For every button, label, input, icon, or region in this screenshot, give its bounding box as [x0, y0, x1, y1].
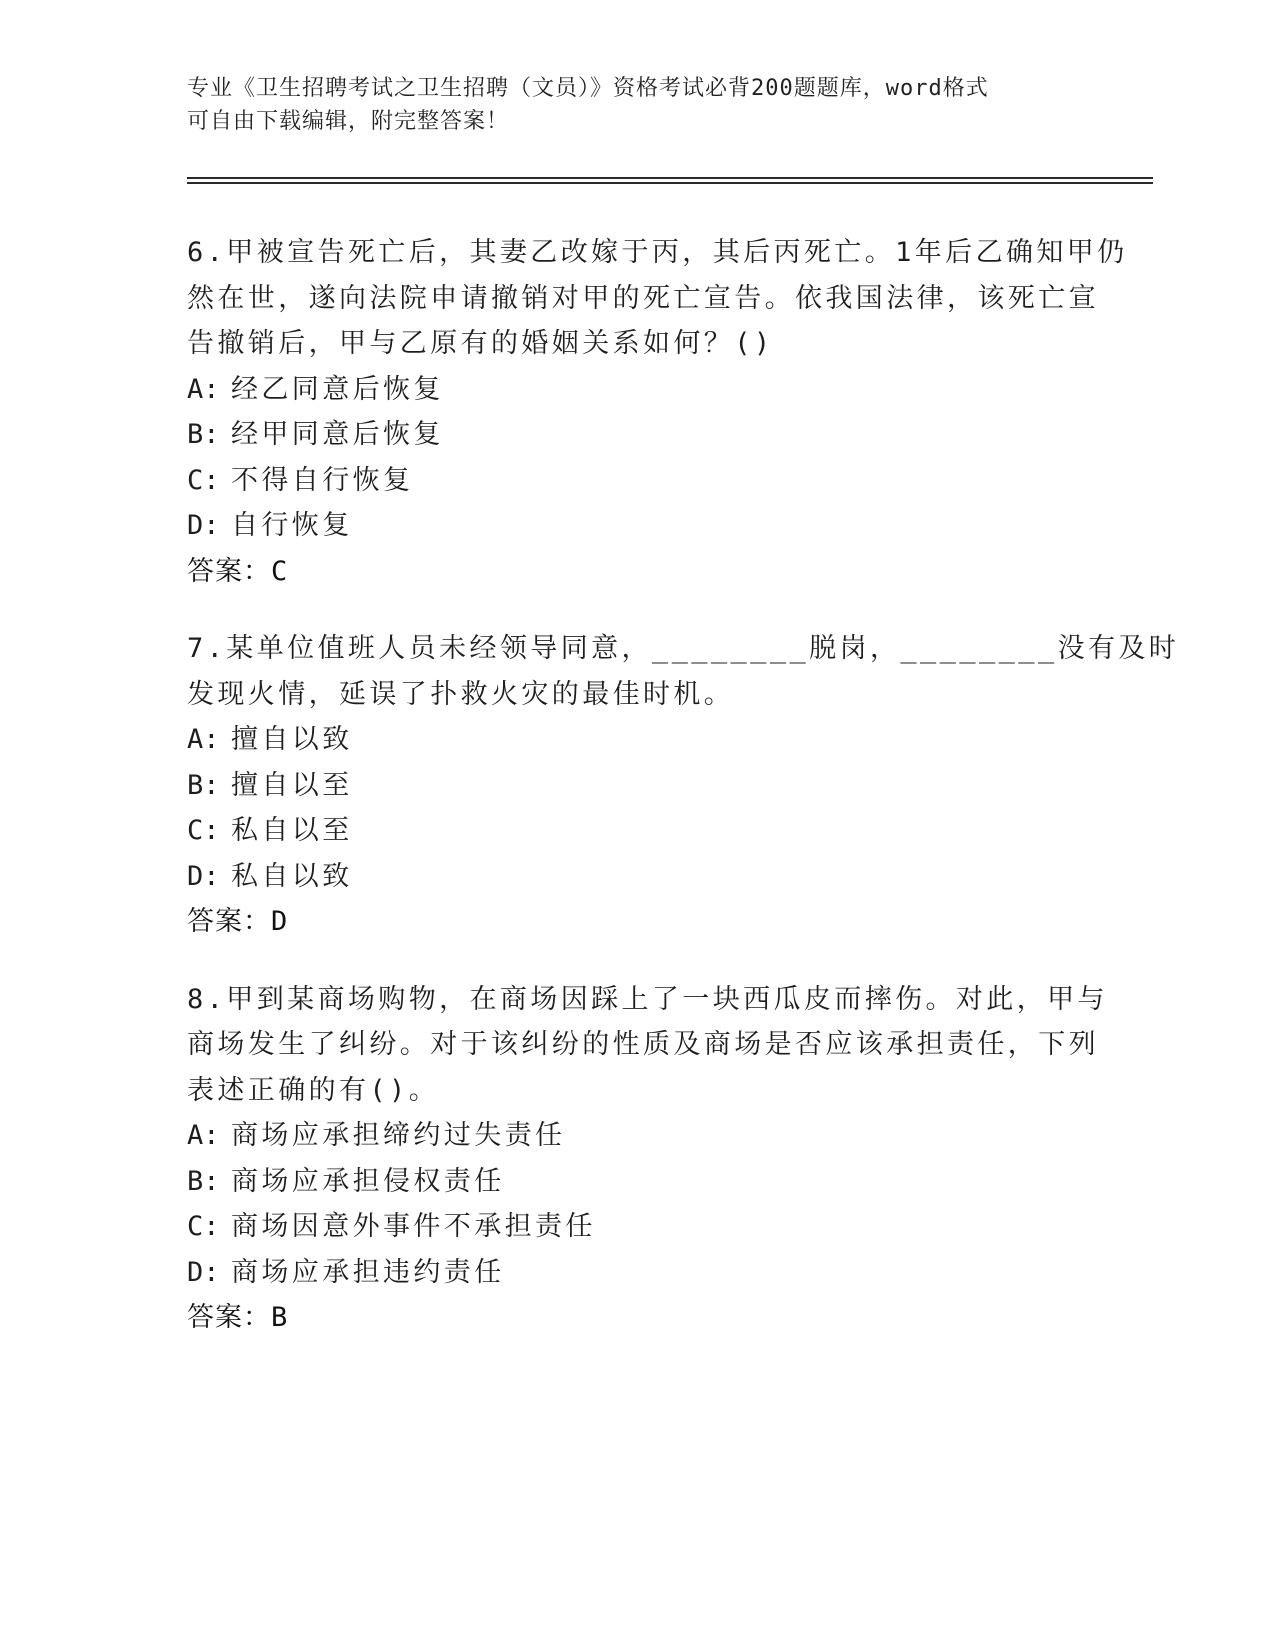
question-list: [187, 230, 1180, 1373]
option-key: B:: [187, 1165, 220, 1197]
option-key: B:: [187, 769, 220, 801]
question-item: [187, 977, 1108, 1341]
question-text-line: 7.某单位值班人员未经领导同意，________脱岗，________没有及时: [187, 633, 1180, 664]
option-c: [187, 808, 1087, 854]
option-key: D:: [187, 1256, 220, 1288]
question-text-line: 发现火情，延误了扑救火灾的最佳时机。: [187, 678, 735, 710]
option-key: D:: [187, 510, 220, 541]
question-text-line: 商场发生了纠纷。对于该纠纷的性质及商场是否应该承担责任，下列: [187, 1029, 1099, 1060]
header-divider-top: [187, 177, 1153, 179]
header-title-line-1: 专业《卫生招聘考试之卫生招聘（文员）》资格考试必背200题题库，word格式: [187, 76, 989, 101]
question-text-line: 6.甲被宣告死亡后，其妻乙改嫁于丙，其后丙死亡。1年后乙确知甲仍: [187, 237, 1128, 268]
option-d: [187, 854, 1087, 900]
option-a: [187, 367, 1087, 413]
answer-line: 答案：D: [187, 906, 289, 937]
question-text-line: 告撤销后，甲与乙原有的婚姻关系如何？(): [187, 328, 774, 359]
option-a: [187, 717, 1087, 763]
option-text: 擅自以至: [231, 769, 353, 801]
option-b: [187, 763, 1087, 809]
question-text-line: 8.甲到某商场购物，在商场因踩上了一块西瓜皮而摔伤。对此，甲与: [187, 983, 1108, 1015]
option-text: 经甲同意后恢复: [231, 419, 444, 450]
option-c: [187, 458, 1087, 504]
answer-line: 答案：C: [187, 555, 289, 587]
header-divider-bottom: [187, 182, 1153, 184]
option-text: 商场应承担缔约过失责任: [231, 1120, 566, 1151]
option-key: A:: [187, 1120, 220, 1151]
option-key: C:: [187, 815, 220, 846]
option-text: 擅自以致: [231, 724, 353, 755]
option-key: B:: [187, 419, 220, 450]
header-title-line-2: 可自由下载编辑，附完整答案！: [187, 109, 510, 134]
question-item: [187, 626, 1180, 945]
option-text: 经乙同意后恢复: [231, 373, 444, 405]
option-a: [187, 1113, 1087, 1159]
option-b: [187, 1159, 1087, 1205]
option-text: 商场应承担违约责任: [231, 1256, 505, 1288]
option-text: 商场因意外事件不承担责任: [231, 1211, 596, 1242]
option-key: D:: [187, 860, 220, 892]
document-header: [187, 72, 1087, 138]
option-text: 私自以至: [231, 815, 353, 846]
question-text-line: 表述正确的有()。: [187, 1074, 440, 1106]
option-d: [187, 1250, 1087, 1296]
option-key: A:: [187, 373, 220, 405]
option-text: 私自以致: [231, 860, 353, 892]
option-d: [187, 503, 1087, 549]
option-c: [187, 1204, 1087, 1250]
option-text: 不得自行恢复: [231, 464, 414, 496]
option-text: 自行恢复: [231, 510, 353, 541]
answer-line: 答案：B: [187, 1302, 289, 1333]
option-key: C:: [187, 1211, 220, 1242]
option-key: C:: [187, 464, 220, 496]
option-text: 商场应承担侵权责任: [231, 1165, 505, 1197]
option-key: A:: [187, 724, 220, 755]
question-item: [187, 230, 1128, 594]
question-text-line: 然在世，遂向法院申请撤销对甲的死亡宣告。依我国法律，该死亡宣: [187, 282, 1099, 314]
option-b: [187, 412, 1087, 458]
